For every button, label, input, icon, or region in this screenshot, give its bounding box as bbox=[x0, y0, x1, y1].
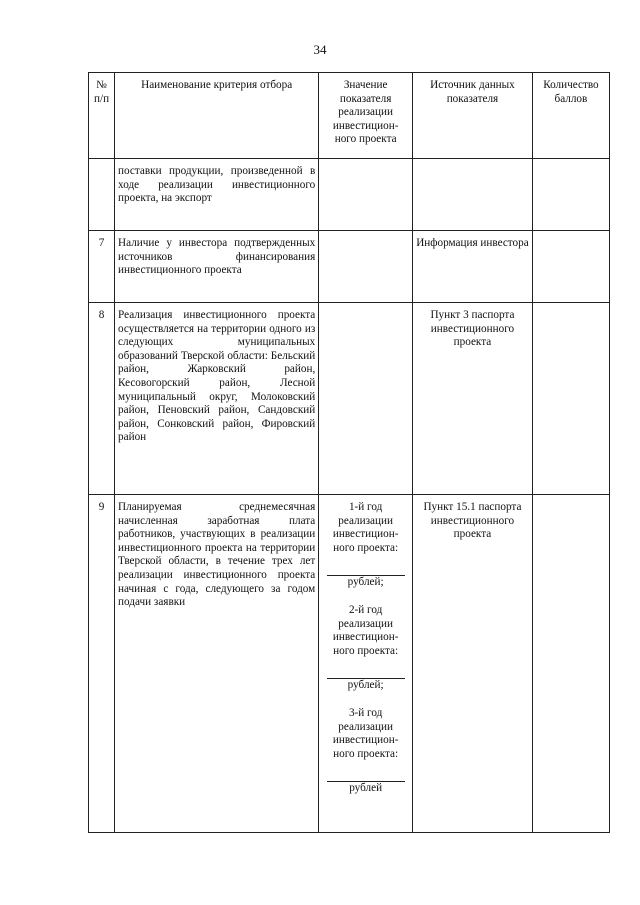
year-3-unit: рублей bbox=[349, 782, 383, 795]
row-value bbox=[319, 303, 413, 495]
row-criterion: Реализация инвестиционного проекта осуществляется на территории одного из следующих муниципальных образований Тверской области: Бельский район, Жарковский район, Кесовогорский район, Лесной муниципальный округ, Молоковский район, Пеновский район, Сандовский район, Сонковский район, Фировский район bbox=[115, 303, 319, 495]
table-row bbox=[89, 159, 610, 231]
year-3-fill-line bbox=[327, 761, 405, 782]
table-row bbox=[89, 231, 610, 303]
row-value bbox=[319, 231, 413, 303]
row-criterion: Планируемая среднемесячная начисленная заработная плата работников, участвующих в реализации инвестиционного проекта на территории Тверской области, в течение трех лет реализации инвестиционного проекта начиная с года, следующего за годом подачи заявки bbox=[115, 495, 319, 833]
table-row bbox=[89, 495, 610, 833]
year-1-unit: рублей; bbox=[347, 576, 384, 589]
year-2-unit: рублей; bbox=[347, 679, 384, 692]
row-points bbox=[532, 159, 609, 231]
row-criterion: Наличие у инвестора подтвержденных источников финансирования инвестиционного проекта bbox=[115, 231, 319, 303]
table-row bbox=[89, 303, 610, 495]
year-2-block bbox=[327, 604, 405, 693]
row-value bbox=[319, 495, 413, 833]
year-1-fill-line bbox=[327, 555, 405, 576]
row-source: Пункт 15.1 паспорта инвестиционного проекта bbox=[413, 495, 533, 833]
row-points bbox=[532, 231, 609, 303]
row-num: 8 bbox=[89, 303, 115, 495]
criteria-table bbox=[88, 72, 610, 833]
row-value bbox=[319, 159, 413, 231]
row-num: 9 bbox=[89, 495, 115, 833]
row-points bbox=[532, 303, 609, 495]
table-header-row bbox=[89, 73, 610, 159]
year-3-block bbox=[327, 707, 405, 796]
year-3-label: 3-й год реализации инвестицион-ного проекта: bbox=[332, 706, 399, 760]
row-num: 7 bbox=[89, 231, 115, 303]
header-value: Значение показателя реализации инвестицион-ного проекта bbox=[319, 73, 413, 159]
row-source: Пункт 3 паспорта инвестиционного проекта bbox=[413, 303, 533, 495]
row-criterion: поставки продукции, произведенной в ходе реализации инвестиционного проекта, на экспорт bbox=[115, 159, 319, 231]
header-name: Наименование критерия отбора bbox=[115, 73, 319, 159]
row-source: Информация инвестора bbox=[413, 231, 533, 303]
year-1-block bbox=[327, 501, 405, 590]
year-2-label: 2-й год реализации инвестицион-ного проекта: bbox=[332, 603, 399, 657]
row-source bbox=[413, 159, 533, 231]
row-num bbox=[89, 159, 115, 231]
header-points: Количество баллов bbox=[532, 73, 609, 159]
page-number: 34 bbox=[313, 42, 327, 57]
year-2-fill-line bbox=[327, 658, 405, 679]
header-source: Источник данных показателя bbox=[413, 73, 533, 159]
row-points bbox=[532, 495, 609, 833]
header-num: № п/п bbox=[89, 73, 115, 159]
year-1-label: 1-й год реализации инвестицион-ного проекта: bbox=[332, 501, 399, 554]
